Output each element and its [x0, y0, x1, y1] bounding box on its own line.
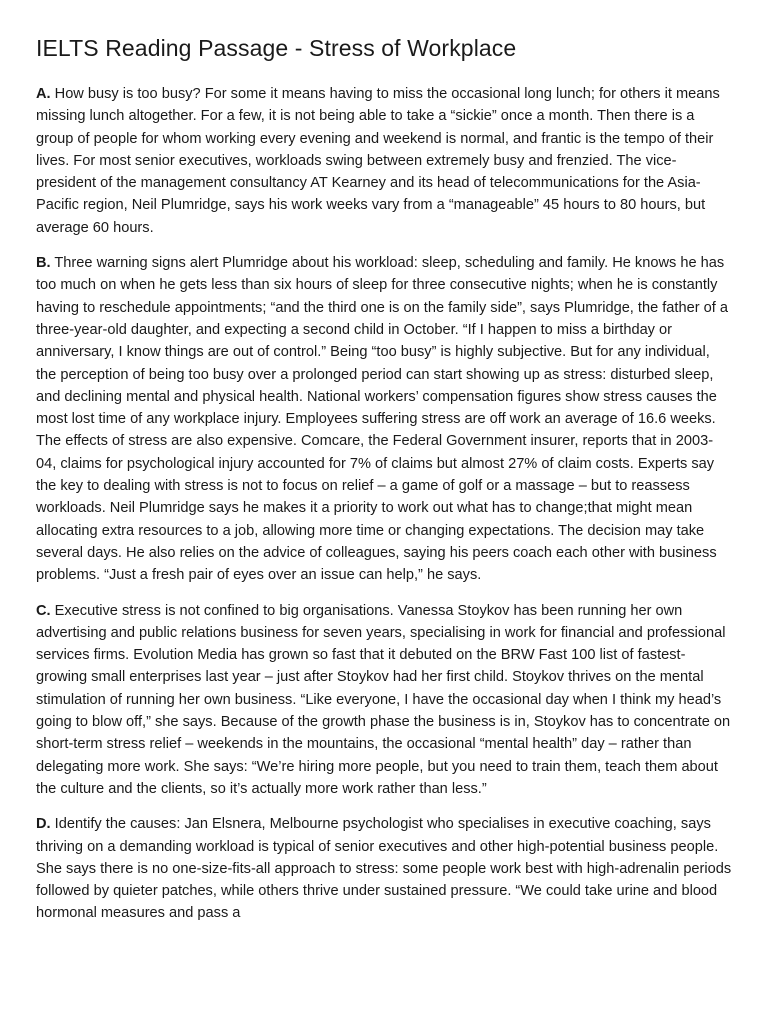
paragraph-letter: A. — [36, 86, 51, 102]
paragraph-b — [36, 252, 732, 586]
paragraph-letter: C. — [36, 602, 51, 619]
paragraph-text: Identify the causes: Jan Elsnera, Melbourne psychologist who specialises in executive coaching, says thriving on a demanding workload is typical of senior executives and other high-potential business people. She says there is no one-size-fits-all approach to stress: some people work best with high-adrenalin periods followed by quieter patches, while others thrive under sustained pressure. “We could take urine and blood hormonal measures and pass a — [36, 816, 732, 922]
paragraph-a — [36, 83, 732, 239]
paragraph-text: Three warning signs alert Plumridge about his workload: sleep, scheduling and family. He knows he has too much on when he gets less than six hours of sleep for three consecutive nights; when he is constantly having to reschedule appointments; “and the third one is on the family side”, says Plumridge, the father of a three-year-old daughter, and expecting a second child in October. “If I happen to miss a birthday or anniversary, I know things are out of control.” Being “too busy” is highly subjective. But for any individual, the perception of being too busy over a prolonged period can start showing up as stress: disturbed sleep, and declining mental and physical health. National workers’ compensation figures show stress causes the most lost time of any workplace injury. Employees suffering stress are off work an average of 16.6 weeks. The effects of stress are also expensive. Comcare, the Federal Government insurer, reports that in 2003-04, claims for psychological injury accounted for 7% of claims but almost 27% of claim costs. Experts say the key to dealing with stress is not to focus on relief – a game of golf or a massage – but to reassess workloads. Neil Plumridge says he makes it a priority to work out what has to change;that might mean allocating extra resources to a job, allowing more time or changing expectations. The decision may take several days. He also relies on the advice of colleagues, saying his peers coach each other with business problems. “Just a fresh pair of eyes over an issue can help,” he says. — [36, 255, 728, 584]
paragraph-text: How busy is too busy? For some it means having to miss the occasional long lunch; for others it means missing lunch altogether. For a few, it is not being able to take a “sickie” once a month. Then there is a group of people for whom working every evening and weekend is normal, and frantic is the tempo of their lives. For most senior executives, workloads swing between extremely busy and frenzied. The vice-president of the management consultancy AT Kearney and its head of telecommunications for the Asia-Pacific region, Neil Plumridge, says his work weeks vary from a “manageable” 45 hours to 80 hours, but average 60 hours. — [36, 86, 720, 236]
paragraph-letter: D. — [36, 816, 51, 833]
paragraph-letter: B. — [36, 255, 51, 272]
paragraph-c — [36, 600, 732, 801]
paragraph-text: Executive stress is not confined to big organisations. Vanessa Stoykov has been running her own advertising and public relations business for seven years, specialising in work for financial and professional services firms. Evolution Media has grown so fast that it debuted on the BRW Fast 100 list of fastest-growing small enterprises last year – just after Stoykov had her first child. Stoykov thrives on the mental stimulation of running her own business. “Like everyone, I have the occasional day when I think my head’s going to blow off,” she says. Because of the growth phase the business is in, Stoykov has to concentrate on short-term stress relief – weekends in the mountains, the occasional “mental health” day – rather than delegating more work. She says: “We’re hiring more people, but you need to train them, teach them about the culture and the clients, so it’s actually more work rather than less.” — [36, 602, 731, 797]
paragraph-d — [36, 813, 732, 924]
page-title: IELTS Reading Passage - Stress of Workplace — [36, 35, 517, 61]
